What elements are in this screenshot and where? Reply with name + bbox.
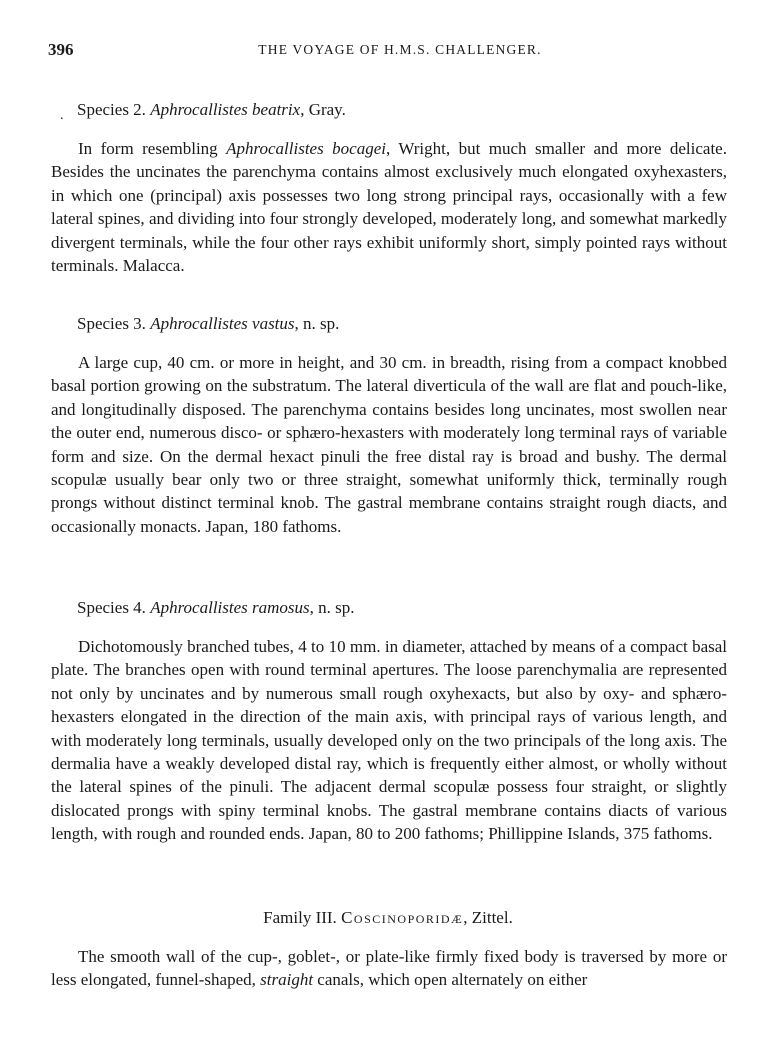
family-3-name: Coscinoporidæ	[341, 908, 464, 927]
species-3-description	[51, 351, 727, 538]
family-3-text-1: The smooth wall of the cup-, goblet-, or plate-like firmly fixed body is traversed by more or less elongated, funnel-shaped,	[51, 947, 727, 990]
species-3-prefix: Species 3.	[77, 314, 151, 333]
species-3-paragraph: A large cup, 40 cm. or more in height, and 30 cm. in breadth, rising from a compact knobbed basal portion growing on the substratum. The lateral diverticula of the wall are flat and pouch-like, and longitudinally disposed. The parenchyma contains besides long uncinates, most swollen near the outer end, numerous disco- or sphæro-hexasters with moderately long terminal rays of variable form and size. On the dermal hexact pinuli the free distal ray is broad and bushy. The dermal scopulæ usually bear only two or three straight, somewhat uniformly thick, terminally rough prongs without distinct terminal knob. The gastral membrane contains straight rough diacts, and occasionally monacts. Japan, 180 fathoms.	[51, 353, 727, 536]
species-2-heading	[77, 100, 346, 120]
species-4-heading	[77, 598, 355, 618]
family-3-paragraph	[51, 945, 727, 992]
family-3-heading	[0, 908, 776, 928]
page-header	[48, 40, 728, 64]
species-2-text-2: , Wright, but much smaller and more delicate. Besides the uncinates the parenchyma contains almost exclusively much elongated oxyhexasters, in which one (principal) axis possesses two long strong principal rays, occasionally with a few lateral spines, and dividing into four strongly developed, moderately long, and somewhat markedly divergent terminals, while the four other rays exhibit uniformly short, simply pointed rays without terminals. Malacca.	[51, 139, 727, 276]
species-3-heading	[77, 314, 339, 334]
family-3-prefix: Family III.	[263, 908, 342, 927]
family-3-italic-word: straight	[260, 970, 314, 990]
family-3-description	[51, 945, 727, 992]
species-4-name: Aphrocallistes ramosus	[150, 598, 310, 617]
species-4-suffix: , n. sp.	[309, 598, 355, 617]
species-2-name: Aphrocallistes beatrix	[150, 100, 301, 119]
species-4-paragraph: Dichotomously branched tubes, 4 to 10 mm. in diameter, attached by means of a compact basal plate. The branches open with round terminal apertures. The loose parenchymalia are represented not only by uncinates and by numerous small rough oxyhexacts, but also by oxy- and sphæro-hexasters elongated in the direction of the main axis, with principal rays of various length, and with moderately long terminals, usually developed only on the two principals of the long axis. The dermalia have a weakly developed distal ray, which is frequently either almost, or wholly without the lateral spines of the pinuli. The adjacent dermal scopulæ possess four straight, or slightly dislocated prongs with spiny terminal knobs. The gastral membrane contains diacts of various length, with rough and rounded ends. Japan, 80 to 200 fathoms; Phillippine Islands, 375 fathoms.	[51, 637, 727, 844]
species-4-prefix: Species 4.	[77, 598, 151, 617]
species-4-description	[51, 635, 727, 846]
running-title: THE VOYAGE OF H.M.S. CHALLENGER.	[258, 42, 542, 57]
family-3-text-2: canals, which open alternately on either	[313, 970, 588, 990]
species-2-description	[51, 137, 727, 277]
species-2-prefix: Species 2.	[77, 100, 151, 119]
species-2-paragraph	[51, 137, 727, 277]
species-2-suffix: , Gray.	[300, 100, 346, 119]
species-2-text-1: In form resembling	[78, 139, 227, 158]
page-number: 396	[48, 40, 74, 59]
family-3-suffix: , Zittel.	[463, 908, 513, 927]
species-3-name: Aphrocallistes vastus	[150, 314, 295, 333]
species-2-italic-name: Aphrocallistes bocagei	[226, 139, 386, 158]
species-3-suffix: , n. sp.	[294, 314, 340, 333]
stray-mark: .	[60, 108, 64, 123]
